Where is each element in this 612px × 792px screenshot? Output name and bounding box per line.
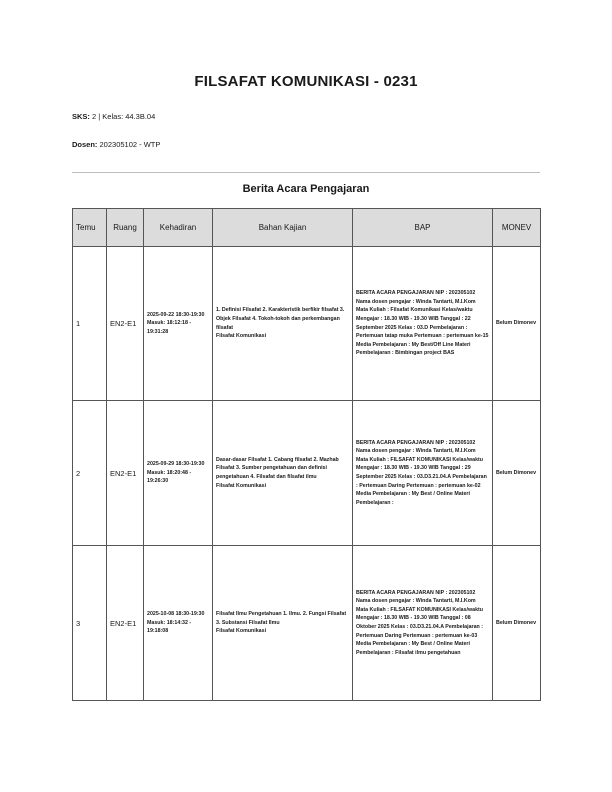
header-temu: Temu (73, 209, 107, 247)
bap-table (72, 208, 541, 701)
bahan-course: Filsafat Komunikasi (216, 482, 267, 489)
bahan-topics: Filsafat Ilmu Pengetahuan 1. Ilmu. 2. Fungsi Filsafat 3. Substansi Filsafat Ilmu (216, 611, 347, 626)
cell-monev: Belum Dimonev (493, 546, 541, 701)
cell-ruang: EN2-E1 (107, 247, 144, 401)
bahan-topics: Dasar-dasar Filsafat 1. Cabang filsafat 2. Mazhab Filsafat 3. Sumber pengetahuan dan definisi pengetahuan 4. Filsafat dan filsafat ilmu (216, 456, 339, 480)
dosen-label: Dosen: (72, 140, 98, 149)
cell-kehadiran: 2025-10-08 18:30-19:30 Masuk: 18:14:32 - 19:18:08 (144, 546, 213, 701)
cell-bap: BERITA ACARA PENGAJARAN NIP : 202305102 Nama dosen pengajar : Winda Tantarti, M.I.Kom Mata Kuliah : FILSAFAT KOMUNIKASI Kelas/waktu Mengajar : 18.30 WIB - 19.30 WIB Tanggal : 29 September 2025 Kelas : 03.D3.21.04.A Pembelajaran : Pertemuan Daring Pertemuan : pertemuan ke-02 Media Pembelajaran : My Best / Online Materi Pembelajaran : (353, 401, 493, 546)
header-ruang: Ruang (107, 209, 144, 247)
header-bahan-kajian: Bahan Kajian (213, 209, 353, 247)
cell-bap: BERITA ACARA PENGAJARAN NIP : 202305102 Nama dosen pengajar : Winda Tantarti, M.I.Kom Mata Kuliah : FILSAFAT KOMUNIKASI Kelas/waktu Mengajar : 18.30 WIB - 19.30 WIB Tanggal : 08 Oktober 2025 Kelas : 03.D3.21.04.A Pembelajaran : Pertemuan Daring Pertemuan : pertemuan ke-03 Media Pembelajaran : My Best / Online Materi Pembelajaran : Filsafat ilmu pengetahuan (353, 546, 493, 701)
cell-bahan-kajian (213, 546, 353, 701)
sks-value: 2 | Kelas: 44.3B.04 (92, 112, 156, 121)
dosen-value: 202305102 - WTP (99, 140, 161, 149)
cell-monev: Belum Dimonev (493, 247, 541, 401)
cell-temu: 3 (73, 546, 107, 701)
table-header-row (73, 209, 541, 247)
cell-ruang: EN2-E1 (107, 401, 144, 546)
cell-temu: 1 (73, 247, 107, 401)
bahan-topics: 1. Definisi Filsafat 2. Karakteristik berfikir filsafat 3. Objek Filsafat 4. Tokoh-tokoh dan perkembangan filsafat (216, 307, 345, 331)
document-title: FILSAFAT KOMUNIKASI - 0231 (194, 73, 418, 90)
cell-bahan-kajian (213, 401, 353, 546)
cell-bahan-kajian (213, 247, 353, 401)
bahan-course: Filsafat Komunikasi (216, 333, 267, 340)
cell-bap: BERITA ACARA PENGAJARAN NIP : 202305102 Nama dosen pengajar : Winda Tantarti, M.I.Kom Mata Kuliah : Filsafat Komunikasi Kelas/waktu Mengajar : 18.30 WIB - 19.30 WIB Tanggal : 22 September 2025 Kelas : 03.D Pembelajaran : Pertemuan tatap muka Pertemuan : pertemuan ke-15 Media Pembelajaran : My Best/Off Line Materi Pembelajaran : Bimbingan project BAS (353, 247, 493, 401)
header-monev: MONEV (493, 209, 541, 247)
divider (72, 172, 540, 173)
header-bap: BAP (353, 209, 493, 247)
dosen-line (72, 140, 160, 149)
bahan-course: Filsafat Komunikasi (216, 628, 267, 635)
cell-temu: 2 (73, 401, 107, 546)
section-title: Berita Acara Pengajaran (242, 183, 370, 195)
cell-ruang: EN2-E1 (107, 546, 144, 701)
cell-kehadiran: 2025-09-29 18:30-19:30 Masuk: 18:20:48 - 19:26:30 (144, 401, 213, 546)
table-row (73, 546, 541, 701)
sks-label: SKS: (72, 112, 90, 121)
header-kehadiran: Kehadiran (144, 209, 213, 247)
table-row (73, 247, 541, 401)
table-row (73, 401, 541, 546)
sks-line (72, 112, 155, 121)
cell-kehadiran: 2025-09-22 18:30-19:30 Masuk: 18:12:18 - 19:31:28 (144, 247, 213, 401)
cell-monev: Belum Dimonev (493, 401, 541, 546)
